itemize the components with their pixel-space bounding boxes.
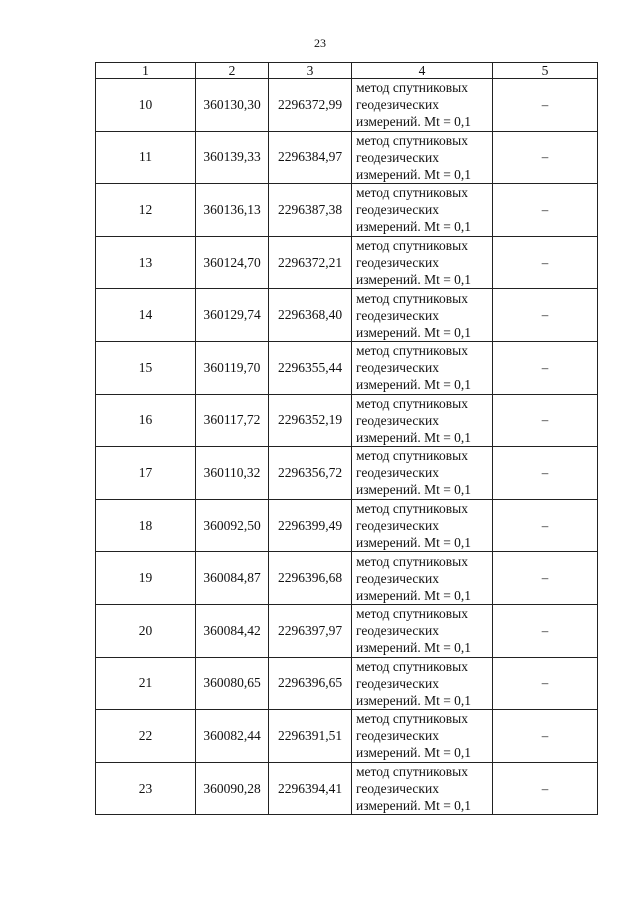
- method-text-line: измерений. Mt = 0,1: [356, 324, 472, 340]
- method-cell: [352, 184, 493, 237]
- method-text-line: геодезических: [356, 202, 439, 218]
- x-coordinate-cell: 360080,65: [196, 657, 269, 710]
- method-text-line: метод спутниковых: [356, 501, 468, 517]
- y-coordinate-cell: 2296396,65: [269, 657, 352, 710]
- point-number-cell: 23: [96, 762, 196, 815]
- method-cell: [352, 710, 493, 763]
- note-cell: –: [493, 762, 598, 815]
- point-number-cell: 15: [96, 341, 196, 394]
- note-cell: –: [493, 657, 598, 710]
- method-text-line: измерений. Mt = 0,1: [356, 429, 472, 445]
- table-row: [96, 236, 598, 289]
- method-cell: [352, 762, 493, 815]
- note-cell: –: [493, 79, 598, 132]
- method-text-line: геодезических: [356, 307, 439, 323]
- method-text-line: метод спутниковых: [356, 448, 468, 464]
- method-text-line: геодезических: [356, 255, 439, 271]
- method-cell: [352, 289, 493, 342]
- x-coordinate-cell: 360124,70: [196, 236, 269, 289]
- table-row: [96, 131, 598, 184]
- note-cell: –: [493, 341, 598, 394]
- coordinates-table: [95, 62, 598, 815]
- table-row: [96, 341, 598, 394]
- method-text-line: измерений. Mt = 0,1: [356, 377, 472, 393]
- page-number: 23: [314, 36, 326, 50]
- x-coordinate-cell: 360084,87: [196, 552, 269, 605]
- method-cell: [352, 447, 493, 500]
- table-row: [96, 710, 598, 763]
- method-text-line: метод спутниковых: [356, 238, 468, 254]
- note-cell: –: [493, 710, 598, 763]
- method-text-line: метод спутниковых: [356, 764, 468, 780]
- method-text-line: измерений. Mt = 0,1: [356, 587, 472, 603]
- y-coordinate-cell: 2296372,21: [269, 236, 352, 289]
- method-text-line: измерений. Mt = 0,1: [356, 166, 472, 182]
- method-text-line: метод спутниковых: [356, 132, 468, 148]
- point-number-cell: 11: [96, 131, 196, 184]
- column-header: 4: [352, 63, 493, 79]
- y-coordinate-cell: 2296368,40: [269, 289, 352, 342]
- method-text-line: измерений. Mt = 0,1: [356, 798, 472, 814]
- table-row: [96, 552, 598, 605]
- x-coordinate-cell: 360117,72: [196, 394, 269, 447]
- x-coordinate-cell: 360084,42: [196, 604, 269, 657]
- method-text-line: метод спутниковых: [356, 290, 468, 306]
- point-number-cell: 10: [96, 79, 196, 132]
- x-coordinate-cell: 360090,28: [196, 762, 269, 815]
- method-text-line: геодезических: [356, 781, 439, 797]
- column-header: 5: [493, 63, 598, 79]
- table-row: [96, 394, 598, 447]
- method-cell: [352, 341, 493, 394]
- method-text-line: метод спутниковых: [356, 711, 468, 727]
- note-cell: –: [493, 184, 598, 237]
- method-text-line: метод спутниковых: [356, 606, 468, 622]
- table-header-row: [96, 63, 598, 79]
- method-text-line: измерений. Mt = 0,1: [356, 745, 472, 761]
- method-text-line: измерений. Mt = 0,1: [356, 272, 472, 288]
- point-number-cell: 22: [96, 710, 196, 763]
- method-text-line: измерений. Mt = 0,1: [356, 482, 472, 498]
- method-cell: [352, 604, 493, 657]
- method-text-line: измерений. Mt = 0,1: [356, 219, 472, 235]
- note-cell: –: [493, 604, 598, 657]
- method-text-line: геодезических: [356, 412, 439, 428]
- method-text-line: метод спутниковых: [356, 553, 468, 569]
- method-text-line: измерений. Mt = 0,1: [356, 535, 472, 551]
- note-cell: –: [493, 289, 598, 342]
- point-number-cell: 21: [96, 657, 196, 710]
- point-number-cell: 13: [96, 236, 196, 289]
- method-text-line: геодезических: [356, 675, 439, 691]
- note-cell: –: [493, 394, 598, 447]
- method-cell: [352, 657, 493, 710]
- method-cell: [352, 394, 493, 447]
- method-text-line: метод спутниковых: [356, 395, 468, 411]
- table-row: [96, 762, 598, 815]
- method-text-line: геодезических: [356, 97, 439, 113]
- method-cell: [352, 552, 493, 605]
- method-text-line: метод спутниковых: [356, 185, 468, 201]
- y-coordinate-cell: 2296352,19: [269, 394, 352, 447]
- note-cell: –: [493, 499, 598, 552]
- method-cell: [352, 131, 493, 184]
- point-number-cell: 19: [96, 552, 196, 605]
- column-header: 1: [96, 63, 196, 79]
- method-cell: [352, 236, 493, 289]
- method-text-line: метод спутниковых: [356, 343, 468, 359]
- x-coordinate-cell: 360110,32: [196, 447, 269, 500]
- x-coordinate-cell: 360119,70: [196, 341, 269, 394]
- point-number-cell: 14: [96, 289, 196, 342]
- y-coordinate-cell: 2296396,68: [269, 552, 352, 605]
- table-row: [96, 604, 598, 657]
- note-cell: –: [493, 447, 598, 500]
- method-text-line: метод спутниковых: [356, 658, 468, 674]
- y-coordinate-cell: 2296394,41: [269, 762, 352, 815]
- method-text-line: геодезических: [356, 149, 439, 165]
- column-header: 3: [269, 63, 352, 79]
- x-coordinate-cell: 360129,74: [196, 289, 269, 342]
- method-text-line: измерений. Mt = 0,1: [356, 114, 472, 130]
- point-number-cell: 12: [96, 184, 196, 237]
- point-number-cell: 20: [96, 604, 196, 657]
- method-text-line: метод спутниковых: [356, 80, 468, 96]
- method-text-line: измерений. Mt = 0,1: [356, 692, 472, 708]
- x-coordinate-cell: 360082,44: [196, 710, 269, 763]
- point-number-cell: 18: [96, 499, 196, 552]
- point-number-cell: 17: [96, 447, 196, 500]
- method-cell: [352, 79, 493, 132]
- x-coordinate-cell: 360092,50: [196, 499, 269, 552]
- point-number-cell: 16: [96, 394, 196, 447]
- table-row: [96, 79, 598, 132]
- method-text-line: геодезических: [356, 570, 439, 586]
- y-coordinate-cell: 2296399,49: [269, 499, 352, 552]
- x-coordinate-cell: 360136,13: [196, 184, 269, 237]
- note-cell: –: [493, 236, 598, 289]
- y-coordinate-cell: 2296372,99: [269, 79, 352, 132]
- table-row: [96, 499, 598, 552]
- method-text-line: геодезических: [356, 623, 439, 639]
- table-row: [96, 657, 598, 710]
- method-cell: [352, 499, 493, 552]
- note-cell: –: [493, 552, 598, 605]
- method-text-line: геодезических: [356, 465, 439, 481]
- column-header: 2: [196, 63, 269, 79]
- y-coordinate-cell: 2296387,38: [269, 184, 352, 237]
- method-text-line: геодезических: [356, 518, 439, 534]
- y-coordinate-cell: 2296356,72: [269, 447, 352, 500]
- x-coordinate-cell: 360130,30: [196, 79, 269, 132]
- table-body: [96, 79, 598, 815]
- method-text-line: измерений. Mt = 0,1: [356, 640, 472, 656]
- y-coordinate-cell: 2296397,97: [269, 604, 352, 657]
- table-row: [96, 289, 598, 342]
- y-coordinate-cell: 2296391,51: [269, 710, 352, 763]
- note-cell: –: [493, 131, 598, 184]
- y-coordinate-cell: 2296384,97: [269, 131, 352, 184]
- method-text-line: геодезических: [356, 728, 439, 744]
- x-coordinate-cell: 360139,33: [196, 131, 269, 184]
- y-coordinate-cell: 2296355,44: [269, 341, 352, 394]
- table-row: [96, 447, 598, 500]
- method-text-line: геодезических: [356, 360, 439, 376]
- table-row: [96, 184, 598, 237]
